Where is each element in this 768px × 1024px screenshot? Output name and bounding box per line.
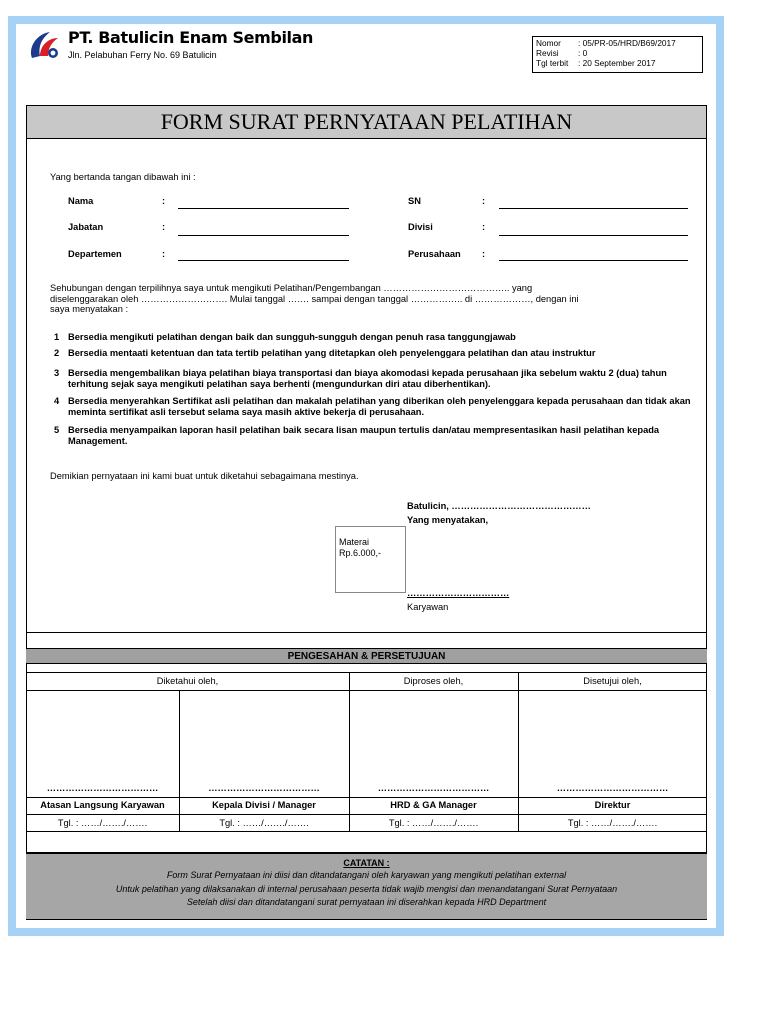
company-name: PT. Batulicin Enam Sembilan	[68, 28, 314, 47]
role-direktur: Direktur	[594, 800, 631, 810]
list-item: 2 Bersedia mentaati ketentuan dan tata tertib pelatihan yang ditetapkan oleh penyelenggara pelatihan dan atau instruktur	[54, 348, 596, 358]
doc-info-tgl-terbit: Tgl terbit : 20 September 2017	[536, 58, 656, 68]
list-item: 3 Bersedia mengembalikan biaya pelatihan biaya transportasi dan biaya akomodasi kepada perusahaan jika sebelum waktu 2 (dua) tahun terhitung sejak saya mengikuti pelatihan saya berhenti (mengundurkan diri atau diberhentikan).	[54, 368, 667, 389]
label-divisi: Divisi	[408, 222, 433, 232]
notes-line: Form Surat Pernyataan ini diisi dan ditandatangani oleh karyawan yang mengikuti pelatihan external	[166, 870, 567, 880]
date-field[interactable]: Tgl. : ……/……./…….	[388, 818, 479, 828]
doc-info-revisi: Revisi : 0	[536, 48, 588, 58]
role-hrd: HRD & GA Manager	[390, 800, 477, 810]
departemen-input-line[interactable]	[178, 260, 349, 261]
sn-input-line[interactable]	[499, 208, 688, 209]
closing-text: Demikian pernyataan ini kami buat untuk diketahui sebagaimana mestinya.	[50, 471, 359, 481]
label-jabatan: Jabatan	[68, 222, 104, 232]
label-sn: SN	[408, 196, 421, 206]
signature-stating: Yang menyatakan,	[407, 515, 489, 525]
label-perusahaan: Perusahaan	[408, 249, 461, 259]
materai-box: Materai Rp.6.000,-	[335, 526, 406, 593]
approval-section-title: PENGESAHAN & PERSETUJUAN	[26, 648, 707, 664]
colon: :	[482, 222, 486, 232]
header-diproses: Diproses oleh,	[403, 676, 464, 686]
divider	[26, 632, 707, 633]
statement-paragraph: Sehubungan dengan terpilihnya saya untuk mengikuti Pelatihan/Pengembangan ………………………………….. yang diselenggarakan oleh ………………………. Mulai tanggal ……. sampai dengan tanggal …………….. di ………………, dengan ini saya menyatakan :	[50, 283, 579, 314]
signature-dots[interactable]: ………………………………	[208, 783, 320, 793]
colon: :	[162, 222, 166, 232]
signature-role: Karyawan	[407, 602, 449, 612]
colon: :	[482, 249, 486, 259]
notes-section	[26, 852, 707, 919]
signature-dots[interactable]: ………………………………	[46, 783, 159, 793]
date-field[interactable]: Tgl. : ……/……./…….	[57, 818, 148, 828]
company-address: Jln. Pelabuhan Ferry No. 69 Batulicin	[68, 50, 217, 60]
colon: :	[162, 249, 166, 259]
perusahaan-input-line[interactable]	[499, 260, 688, 261]
document-info-box	[532, 36, 703, 73]
list-item: 1 Bersedia mengikuti pelatihan dengan baik dan sungguh-sungguh dengan penuh rasa tanggungjawab	[54, 332, 516, 342]
notes-line: Setelah diisi dan ditandatangani surat pernyataan ini diserahkan kepada HRD Department	[186, 897, 547, 907]
doc-info-nomor: Nomor : 05/PR-05/HRD/B69/2017	[536, 38, 676, 48]
signature-line[interactable]: ……………………………	[407, 588, 510, 598]
divider	[26, 672, 707, 673]
list-item: 4 Bersedia menyerahkan Sertifikat asli pelatihan dan makalah pelatihan yang diberikan oleh penyelenggara kepada perusahaan dan tidak akan meminta sertifikat asli tersebut selama saya masih aktive bekerja di perusahaan.	[54, 396, 691, 417]
divider	[26, 831, 707, 832]
intro-text: Yang bertanda tangan dibawah ini :	[50, 172, 196, 182]
notes-title: CATATAN :	[343, 858, 390, 868]
label-nama: Nama	[68, 196, 94, 206]
notes-line: Untuk pelatihan yang dilaksanakan di internal perusahaan peserta tidak wajib mengisi dan menandatangani Surat Pernyataan	[115, 883, 618, 894]
signature-dots[interactable]: ………………………………	[377, 783, 490, 793]
signature-dots[interactable]: ………………………………	[556, 783, 669, 793]
signature-place-date: Batulicin, ………………………………………	[407, 501, 591, 511]
divider	[26, 797, 707, 798]
form-title: FORM SURAT PERNYATAAN PELATIHAN	[26, 105, 707, 139]
role-kepala-divisi: Kepala Divisi / Manager	[212, 800, 316, 810]
list-item: 5 Bersedia menyampaikan laporan hasil pelatihan baik secara lisan maupun tertulis dan/atau mempresentasikan hasil pelatihan kepada Management.	[54, 425, 660, 446]
label-departemen: Departemen	[68, 249, 122, 259]
header-diketahui: Diketahui oleh,	[156, 676, 219, 686]
header-disetujui: Disetujui oleh,	[583, 676, 642, 686]
divisi-input-line[interactable]	[499, 235, 688, 236]
nama-input-line[interactable]	[178, 208, 349, 209]
divider	[26, 690, 707, 691]
date-field[interactable]: Tgl. : ……/……./…….	[219, 818, 309, 828]
batulicin-logo-icon	[26, 28, 64, 62]
date-field[interactable]: Tgl. : ……/……./…….	[567, 818, 658, 828]
jabatan-input-line[interactable]	[178, 235, 349, 236]
divider	[26, 814, 707, 815]
colon: :	[162, 196, 166, 206]
role-atasan: Atasan Langsung Karyawan	[40, 800, 165, 810]
colon: :	[482, 196, 486, 206]
